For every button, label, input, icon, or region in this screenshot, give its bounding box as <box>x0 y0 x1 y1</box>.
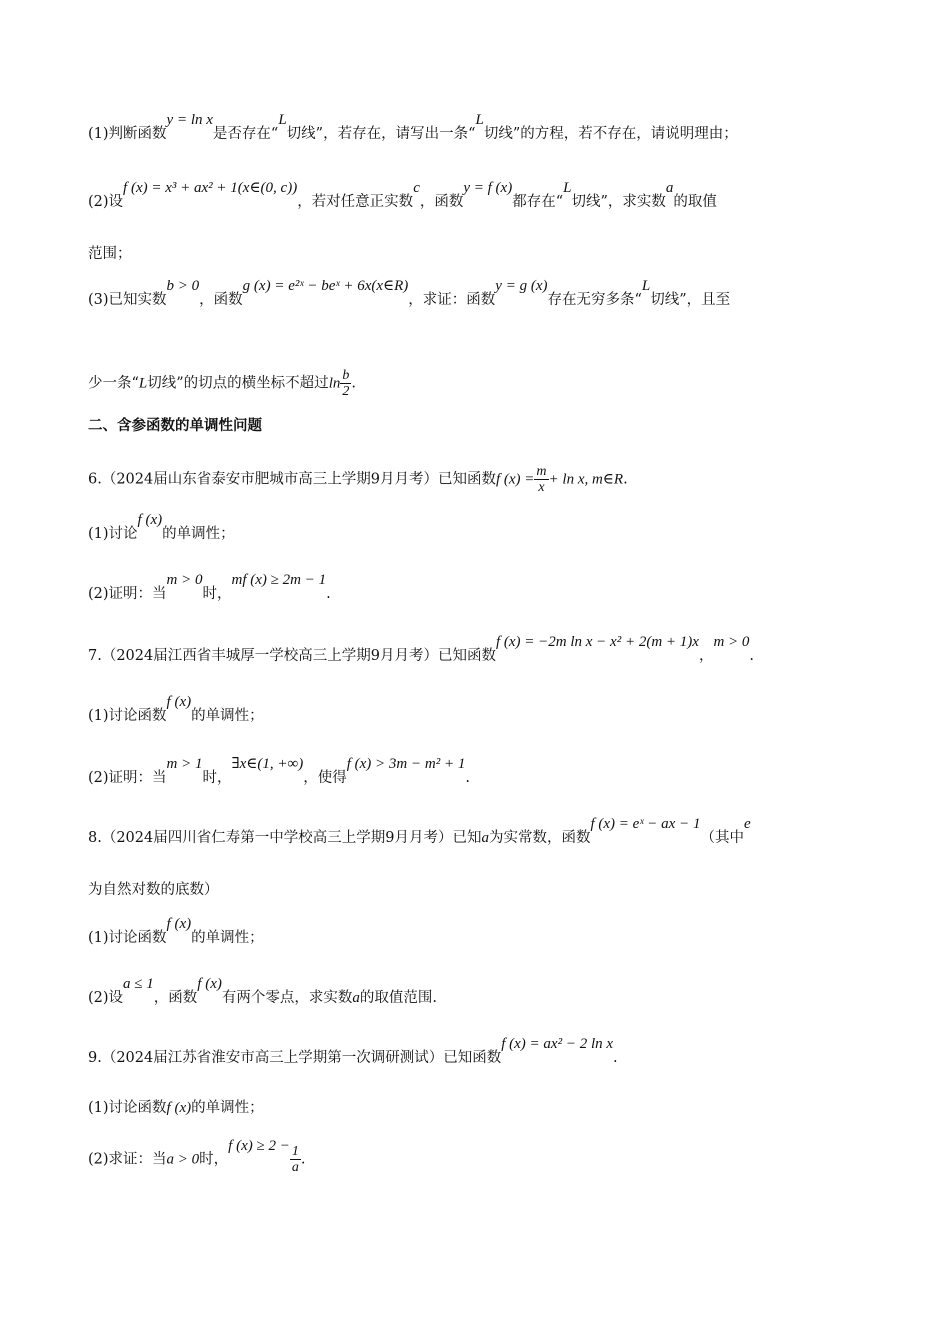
math-expression: f (x) = −2m ln x − x² + 2(m + 1)x <box>495 634 699 650</box>
text-line-q9b <box>88 1137 306 1175</box>
math-expression: + ln x, m∈R <box>548 471 624 488</box>
section-heading <box>88 416 262 436</box>
text-line-q7b <box>88 756 470 788</box>
text-run: (3)已知实数 <box>88 292 167 308</box>
text-line-q7a <box>88 694 264 726</box>
text-run: 都存在“ <box>512 194 564 210</box>
text-run: 二、含参函数的单调性问题 <box>88 418 262 434</box>
math-expression: f (x) > 3m − m² + 1 <box>346 756 466 772</box>
math-expression: a ≤ 1 <box>123 976 154 992</box>
math-expression: b > 0 <box>166 278 200 294</box>
text-run: 有两个零点，求实数 <box>221 990 353 1006</box>
math-expression: m > 0 <box>713 634 750 650</box>
math-expression: g (x) = e²ˣ − beˣ + 6x(x∈R) <box>242 278 409 294</box>
text-run: . <box>623 471 628 488</box>
math-fraction <box>290 1144 301 1175</box>
math-fraction <box>534 464 548 495</box>
text-line-q6a <box>88 512 235 544</box>
text-line-l2 <box>88 180 717 212</box>
text-run: 6.（2024届山东省泰安市肥城市高三上学期9月月考）已知函数 <box>88 471 496 488</box>
text-run: ，函数 <box>419 194 464 210</box>
text-run: 切线”，且至 <box>650 292 731 308</box>
text-run: . <box>749 648 755 664</box>
text-run: 少一条“ <box>88 375 139 392</box>
text-run: 7.（2024届江西省丰城厚一学校高三上学期9月月考）已知函数 <box>88 648 496 664</box>
text-run: 切线”，求实数 <box>571 194 666 210</box>
text-run: (1)讨论 <box>88 526 138 542</box>
text-run: (1)讨论函数 <box>88 1100 167 1116</box>
text-run: ，求证：函数 <box>408 292 496 308</box>
text-line-q8c <box>88 880 219 900</box>
math-expression: a <box>665 180 674 196</box>
text-run: 时， <box>199 1151 229 1168</box>
math-expression: f (x) = x³ + ax² + 1(x∈(0, c)) <box>123 180 298 196</box>
math-expression: a > 0 <box>166 1151 200 1168</box>
math-fraction <box>340 368 351 399</box>
text-line-q8b <box>88 976 437 1008</box>
fraction-denominator: 2 <box>342 384 350 399</box>
text-run: ， <box>698 648 714 664</box>
text-run: 切线”的方程，若不存在，请说明理由； <box>483 126 738 142</box>
text-run: (2)证明：当 <box>88 586 167 602</box>
math-expression: f (x) = ax² − 2 ln x <box>501 1036 614 1052</box>
math-expression: mf (x) ≥ 2m − 1 <box>231 572 327 588</box>
text-run: ，函数 <box>199 292 243 308</box>
text-run: ，若对任意正实数 <box>297 194 414 210</box>
text-run: 范围； <box>88 246 132 262</box>
text-line-l4 <box>88 278 731 310</box>
text-run: (2)设 <box>88 194 124 210</box>
text-run: （其中 <box>700 830 744 846</box>
text-line-l5 <box>88 368 356 399</box>
fraction-numerator: m <box>536 464 547 479</box>
text-run: 时， <box>202 770 232 786</box>
text-run: 切线”的切点的横坐标不超过 <box>147 375 329 392</box>
text-run: ，函数 <box>153 990 198 1006</box>
text-run: (2)设 <box>88 990 124 1006</box>
text-run: (1)判断函数 <box>88 126 167 142</box>
math-expression: y = f (x) <box>463 180 513 196</box>
text-line-q6 <box>88 464 628 495</box>
text-run: 切线”，若存在，请写出一条“ <box>286 126 476 142</box>
text-line-q9 <box>88 1036 618 1068</box>
math-expression: L <box>138 375 148 392</box>
text-run: (1)讨论函数 <box>88 930 167 946</box>
text-run: . <box>613 1050 618 1066</box>
text-run: 9.（2024届江苏省淮安市高三上学期第一次调研测试）已知函数 <box>88 1050 502 1066</box>
math-expression: f (x) <box>197 976 222 992</box>
math-expression: f (x) <box>137 512 163 528</box>
text-run: 的单调性； <box>191 708 264 724</box>
math-expression: m > 1 <box>166 756 203 772</box>
math-expression: ln <box>328 375 341 392</box>
text-run: (1)讨论函数 <box>88 708 167 724</box>
math-expression: f (x) <box>166 916 192 932</box>
math-expression: c <box>413 180 420 196</box>
fraction-numerator: 1 <box>291 1144 299 1159</box>
text-run: . <box>326 586 331 602</box>
text-run: 为自然对数的底数） <box>88 882 219 898</box>
math-expression: f (x) <box>166 1100 192 1116</box>
math-expression: L <box>475 112 484 128</box>
text-run: (2)求证：当 <box>88 1151 167 1168</box>
text-run: 的单调性； <box>191 1100 264 1116</box>
math-expression: L <box>278 112 287 128</box>
math-expression: f (x) = <box>495 471 535 488</box>
text-run: 时， <box>202 586 232 602</box>
text-run: 的单调性； <box>191 930 264 946</box>
math-expression: y = g (x) <box>495 278 548 294</box>
fraction-denominator: a <box>291 1160 299 1175</box>
math-expression: e <box>743 816 751 832</box>
math-expression: m > 0 <box>166 572 203 588</box>
math-expression: y = ln x <box>166 112 213 128</box>
text-line-q8 <box>88 816 751 848</box>
fraction-numerator: b <box>342 368 350 383</box>
math-expression: a <box>481 830 489 846</box>
text-line-l3 <box>88 244 132 264</box>
text-line-q8a <box>88 916 264 948</box>
text-line-q9a <box>88 1098 264 1118</box>
text-run: 为实常数，函数 <box>488 830 591 846</box>
text-run: ，使得 <box>303 770 347 786</box>
math-expression: f (x) ≥ 2 − <box>228 1137 290 1154</box>
text-run: 的取值范围. <box>359 990 437 1006</box>
text-run: 是否存在“ <box>212 126 279 142</box>
text-line-q6b <box>88 572 331 604</box>
text-line-l1 <box>88 112 738 144</box>
text-run: 的单调性； <box>162 526 235 542</box>
math-expression: f (x) <box>166 694 192 710</box>
math-expression: L <box>563 180 572 196</box>
math-expression: ∃x∈(1, +∞) <box>231 756 304 772</box>
text-run: 的取值 <box>673 194 717 210</box>
text-run: . <box>465 770 470 786</box>
text-run: (2)证明：当 <box>88 770 167 786</box>
text-line-q7 <box>88 634 755 666</box>
math-expression: f (x) = eˣ − ax − 1 <box>590 816 701 832</box>
math-expression: a <box>352 990 360 1006</box>
text-run: . <box>351 375 356 392</box>
text-run: 8.（2024届四川省仁寿第一中学校高三上学期9月月考）已知 <box>88 830 482 846</box>
text-run: . <box>300 1151 306 1168</box>
fraction-denominator: x <box>538 480 545 495</box>
text-run: 存在无穷多条“ <box>547 292 642 308</box>
math-expression: L <box>641 278 651 294</box>
